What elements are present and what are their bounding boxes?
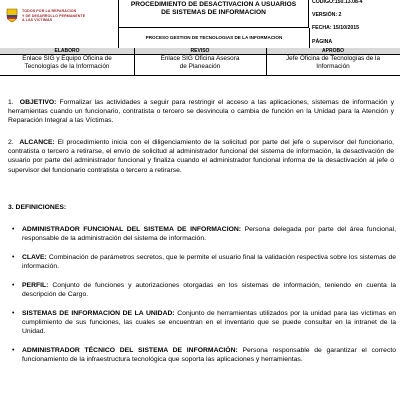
approval-aprobo-line-2: Información: [316, 62, 350, 70]
bullet-icon: •: [12, 254, 15, 261]
approval-reviso-value: [134, 55, 266, 75]
definition-text: Combinación de parámetros secretos, que le permite el usuario final la validación respectiva sobre los sistemas de información.: [22, 254, 396, 271]
definition-item: [12, 346, 397, 364]
approval-aprobo-line-1: Jefe Oficina de Tecnologías de la: [285, 55, 381, 62]
bullet-icon: •: [12, 310, 15, 317]
section-label: OBJETIVO:: [19, 99, 57, 106]
process-name: PROCESO GESTION DE TECNOLOGIAS DE LA INFORMACION: [119, 28, 310, 49]
bullet-icon: •: [12, 226, 15, 233]
definition-term: SISTEMAS DE INFORMACION DE LA UNIDAD:: [22, 310, 175, 317]
definition-item: [12, 281, 396, 299]
definition-item: [12, 225, 397, 243]
definition-term: ADMINISTRADOR TÉCNICO DEL SISTEMA DE INFORMACIÓN:: [22, 347, 238, 355]
bullet-icon: •: [12, 282, 15, 289]
approval-header-aprobo: APROBO: [266, 48, 400, 55]
definition-term: ADMINISTRADOR FUNCIONAL DEL SISTEMA DE INFORMACION:: [22, 226, 242, 233]
table-divider: [134, 48, 135, 76]
definition-text: Persona delegada por parte del área funcional, responsable de la administración del sistema de información.: [22, 226, 397, 243]
approval-header-elaboro: ELABORO: [0, 48, 134, 55]
document-version: VERSIÓN: 2: [312, 12, 342, 18]
logo-line-2: Y DE DESARROLLO PERMANENTE: [22, 13, 86, 18]
document-code: CODIGO:150.13.08-4: [312, 0, 363, 5]
title-line-2: DE SISTEMAS DE INFORMACION: [161, 9, 266, 16]
approval-elaboro-line-1: Enlace SIG y Equipo Oficina de: [22, 55, 112, 62]
document-page: PÁGINA: [312, 39, 333, 45]
section-number: 2.: [8, 139, 14, 146]
document-header: [0, 0, 400, 48]
bullet-icon: •: [12, 347, 15, 355]
approval-aprobo-value: [266, 55, 400, 75]
approval-table: [0, 48, 400, 76]
approval-reviso-line-2: de Planeación: [179, 62, 221, 70]
definition-text: Conjunto de funciones y autorizaciones otorgadas en los sistemas de información, teniendo en cuenta la descripción de Cargo.: [22, 282, 396, 299]
section-text: Formalizar las actividades a seguir para restringir el acceso a las aplicaciones, sistemas de información y herramientas cuando un funcionario, contratista o tercero se desvincula o cambia de función en la Unidad para la Atención y Reparación Integral a las Víctimas.: [8, 99, 395, 125]
definitions-list: [12, 225, 397, 374]
section-objetivo: [8, 98, 394, 126]
section-text: El procedimiento inicia con el diligenciamiento de la solicitud por parte del jefe o supervisor del funcionario, contratista o tercero a retirarse, el envío de solicitud al administrador funcional del sistema de información, la desactivación de usuario por parte del administrador funcional y finaliza cuando el administrador funcional informa de la desactivación al jefe o supervisor del funcionario contratista o tercero a retirarse.: [8, 139, 395, 174]
definition-term: PERFIL:: [22, 282, 49, 289]
definition-text: Persona responsable de garantizar el correcto funcionamiento de la infraestructura tecnológica que soporta las aplicaciones y herramientas.: [22, 347, 397, 364]
logo-text: [22, 9, 85, 23]
logo-cell: [0, 0, 119, 49]
definition-term: CLAVE:: [22, 254, 47, 261]
document-title: [119, 0, 309, 28]
section-label: ALCANCE:: [19, 139, 55, 146]
document-date: FECHA: 15/10/2015: [312, 25, 359, 31]
coat-of-arms-icon: [4, 7, 20, 23]
definition-item: [12, 253, 396, 271]
approval-elaboro-line-2: Tecnologías de la Información: [24, 62, 110, 70]
approval-header-reviso: REVISO: [134, 48, 266, 55]
table-divider: [0, 75, 400, 76]
definition-item: [12, 309, 397, 337]
approval-elaboro-value: [0, 55, 134, 75]
definition-text: Conjunto de herramientas utilizados por la unidad para las víctimas en cumplimiento de sus funciones, las cuales se encuentran en el inventario que se puede consultar en la intranet de la Unidad.: [22, 310, 397, 336]
logo-line-3: A LAS VICTIMAS: [22, 18, 53, 23]
table-divider: [266, 48, 267, 76]
section-alcance: [8, 138, 394, 175]
logo-line-1: TODOS POR LA REPARACION: [22, 9, 77, 13]
approval-reviso-line-1: Enlace SIG Oficina Asesora: [160, 55, 240, 62]
section-definiciones-heading: 3. DEFINICIONES:: [8, 204, 67, 211]
section-number: 1.: [8, 99, 14, 106]
title-line-1: PROCEDIMIENTO DE DESACTIVACION A USUARIOS: [130, 1, 297, 8]
